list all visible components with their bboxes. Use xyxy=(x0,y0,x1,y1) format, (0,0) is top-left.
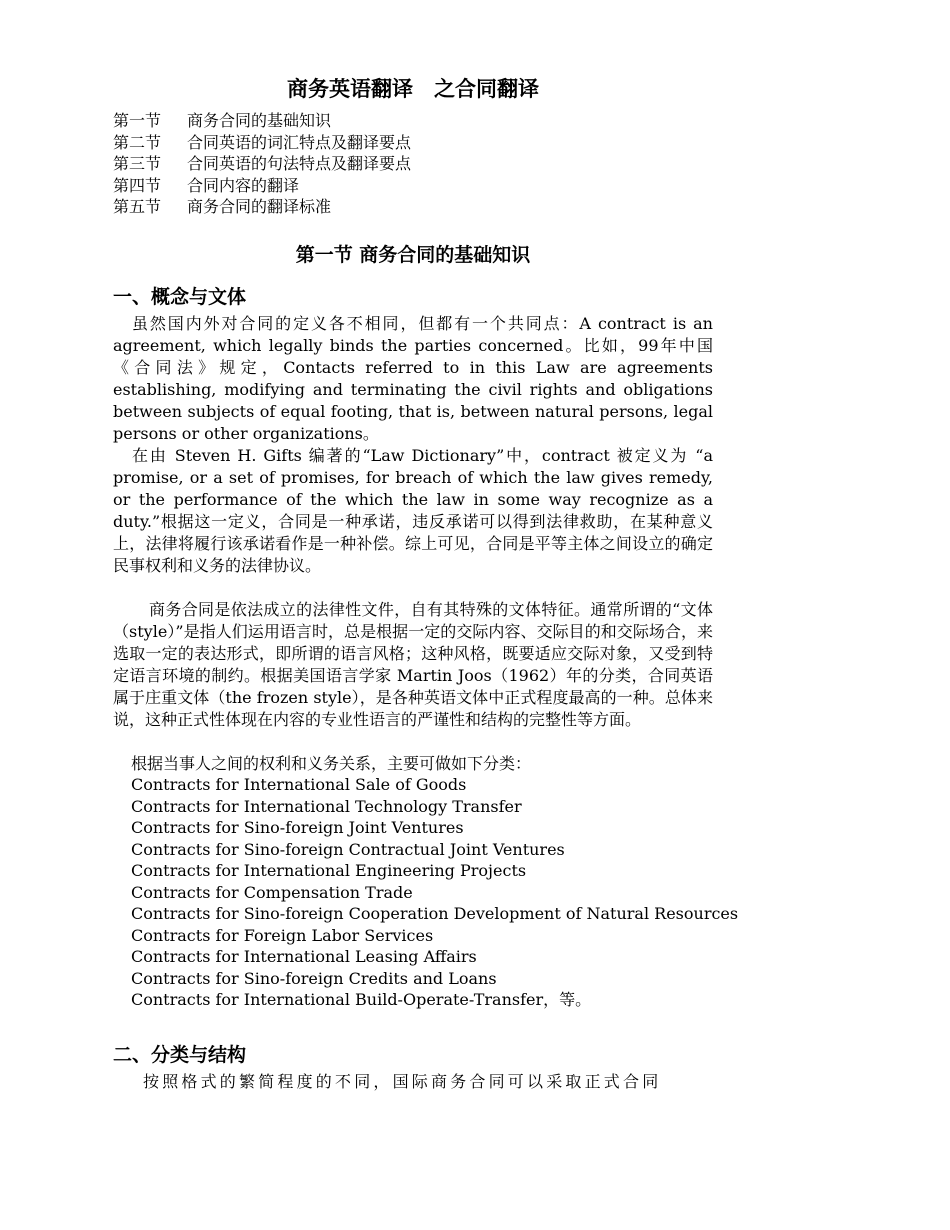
toc-item xyxy=(113,153,713,175)
toc-item-number: 第四节 xyxy=(113,175,162,195)
paragraph-spacer xyxy=(113,577,713,599)
toc-item xyxy=(113,175,713,197)
paragraph-law-dictionary: 在由 Steven H. Gifts 编著的“Law Dictionary”中，contract 被定义为 “a promise, or a set of promises, for breach of which the law gives remedy, or the performance of the which the law in some way recognize as a duty.”根据这一定义，合同是一种承诺，违反承诺可以得到法律救助，在某种意义上，法律将履行该承诺看作是一种补偿。综上可见，合同是平等主体之间设立的确定民事权利和义务的法律协议。 xyxy=(113,445,713,575)
toc-item-number: 第三节 xyxy=(113,154,162,173)
paragraph-spacer xyxy=(113,731,713,753)
toc-item-number: 第一节 xyxy=(113,111,162,130)
toc-item-number: 第二节 xyxy=(113,132,162,152)
list-item: Contracts for Sino-foreign Joint Ventures xyxy=(131,818,464,837)
list-item: Contracts for International Technology Transfer xyxy=(131,796,522,816)
toc-item xyxy=(113,196,713,218)
toc-item-number: 第五节 xyxy=(113,197,162,216)
toc-item-text: 合同英语的词汇特点及翻译要点 xyxy=(187,132,412,152)
paragraph-formats: 按照格式的繁简程度的不同，国际商务合同可以采取正式合同 xyxy=(143,1071,662,1091)
toc-item-text: 合同内容的翻译 xyxy=(187,175,300,195)
list-item: Contracts for International Build-Operate-Transfer，等。 xyxy=(131,990,592,1009)
toc-item xyxy=(113,132,713,154)
list-item: Contracts for Compensation Trade xyxy=(131,882,413,902)
list-item: Contracts for International Engineering Projects xyxy=(131,861,527,880)
paragraph-definition: 虽然国内外对合同的定义各不相同，但都有一个共同点：A contract is an agreement, which legally binds the parties concerned。比如，99年中国《合同法》规定，Contacts referred to in this Law are agreements establishing, modifying and terminating the civil rights and obligations between subjects of equal footing, that is, between natural persons, legal persons or other organizations。 xyxy=(113,313,713,443)
table-of-contents xyxy=(113,110,713,218)
document-page xyxy=(113,74,739,1093)
list-item: Contracts for International Leasing Affairs xyxy=(131,947,477,966)
contract-type-list xyxy=(113,774,739,1011)
subheading-classification-structure: 二、分类与结构 xyxy=(113,1043,247,1066)
contract-list-intro: 根据当事人之间的权利和义务关系，主要可做如下分类： xyxy=(131,753,532,773)
toc-item xyxy=(113,110,713,132)
section-title: 第一节 商务合同的基础知识 xyxy=(295,243,531,266)
list-item: Contracts for Sino-foreign Contractual Joint Ventures xyxy=(131,839,565,859)
paragraph-style: 商务合同是依法成立的法律性文件，自有其特殊的文体特征。通常所谓的“文体（style）”是指人们运用语言时，总是根据一定的交际内容、交际目的和交际场合，来选取一定的表达形式，即所谓的语言风格；这种风格，既要适应交际对象，又受到特定语言环境的制约。根据美国语言学家 Martin Joos（1962）年的分类，合同英语属于庄重文体（the frozen style），是各种英语文体中正式程度最高的一种。总体来说，这种正式性体现在内容的专业性语言的严谨性和结构的完整性等方面。 xyxy=(113,599,713,729)
toc-item-text: 合同英语的句法特点及翻译要点 xyxy=(187,154,412,173)
list-item: Contracts for Sino-foreign Credits and Loans xyxy=(131,968,497,988)
list-item: Contracts for International Sale of Goods xyxy=(131,775,467,794)
toc-item-text: 商务合同的基础知识 xyxy=(187,111,332,130)
list-item: Contracts for Sino-foreign Cooperation Development of Natural Resources xyxy=(131,904,739,923)
toc-item-text: 商务合同的翻译标准 xyxy=(187,197,332,216)
document-title: 商务英语翻译 之合同翻译 xyxy=(287,77,539,101)
subheading-concept-style: 一、概念与文体 xyxy=(113,285,247,308)
list-item: Contracts for Foreign Labor Services xyxy=(131,925,434,945)
